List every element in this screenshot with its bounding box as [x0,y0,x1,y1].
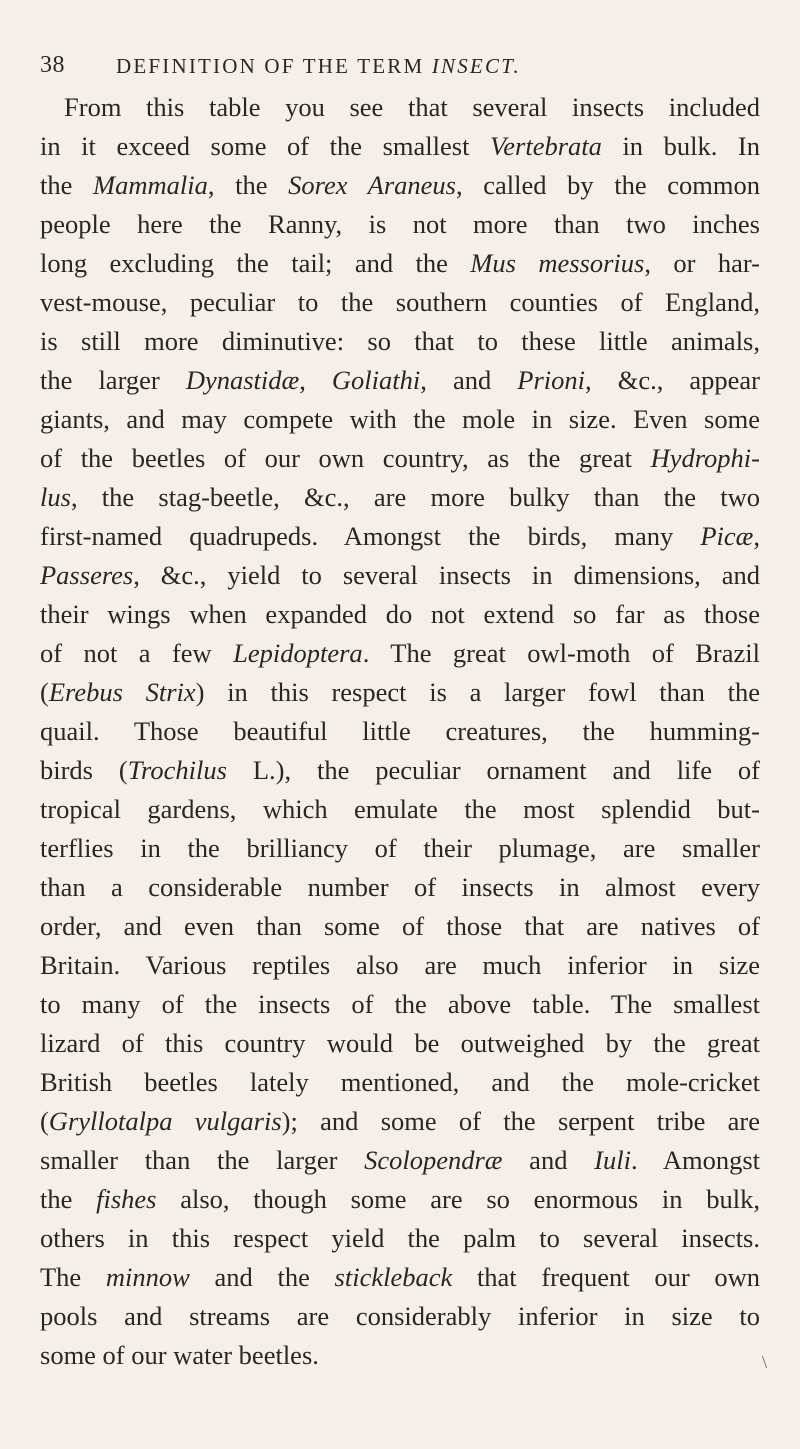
text-run: , the [207,170,289,200]
italic-term: lus [40,482,71,512]
text-line [40,400,760,439]
text-line [40,751,760,790]
text-run: the [40,1184,97,1214]
text-run: tropical gardens, which emulate the most splendid but- [40,794,760,824]
running-head [116,54,521,79]
text-run: ( [40,677,49,707]
text-run: ); and some of the serpent tribe are [281,1106,760,1136]
text-line [40,127,760,166]
text-run: people here the Ranny, is not more than two inches [40,209,760,239]
text-run: ) in this respect is a larger fowl than the [195,677,760,707]
text-run: , &c., appear [585,365,761,395]
running-head-italic: INSECT. [431,54,521,78]
text-run: the larger [40,365,186,395]
text-line [40,790,760,829]
text-run: , and [420,365,518,395]
text-run: Britain. Various reptiles also are much inferior in size [40,950,760,980]
text-line [40,88,760,127]
italic-term: Mus messorius [470,248,645,278]
text-run: in it exceed some of the smallest [40,131,491,161]
text-line [40,439,760,478]
italic-term: Passeres [40,560,134,590]
text-run: giants, and may compete with the mole in size. Even some [40,404,760,434]
italic-term: Erebus Strix [48,677,196,707]
text-line [40,283,760,322]
italic-term: stickleback [334,1262,453,1292]
text-run: , or har- [644,248,760,278]
text-run: is still more diminutive: so that to these little animals, [40,326,760,356]
text-run: the [40,170,94,200]
italic-term: Vertebrata [490,131,602,161]
text-line [40,712,760,751]
text-run: lizard of this country would be outweighed by the great [40,1028,760,1058]
text-line [40,829,760,868]
page-number: 38 [40,52,65,78]
text-run: L.), the peculiar ornament and life of [226,755,760,785]
text-line [40,1141,760,1180]
text-line [40,361,760,400]
text-line [40,478,760,517]
text-run: of not a few [40,638,234,668]
text-line [40,907,760,946]
text-line [40,1180,760,1219]
text-run: The [40,1262,106,1292]
italic-term: Iuli [594,1145,631,1175]
text-run: and the [189,1262,335,1292]
italic-term: Gryllotalpa vulgaris [48,1106,282,1136]
text-run: order, and even than some of those that are natives of [40,911,760,941]
text-run: vest-mouse, peculiar to the southern counties of England, [40,287,760,317]
text-run: also, though some are so enormous in bulk, [156,1184,760,1214]
text-line [40,985,760,1024]
italic-term: Goliathi [331,365,421,395]
italic-term: fishes [96,1184,157,1214]
text-line [40,166,760,205]
text-run: of the beetles of our own country, as the great [40,443,651,473]
text-line [40,1024,760,1063]
text-line [40,595,760,634]
text-line [40,1219,760,1258]
text-run: others in this respect yield the palm to several insects. [40,1223,760,1253]
text-run: , [299,365,332,395]
italic-term: Hydrophi- [650,443,760,473]
text-line [40,244,760,283]
text-run: . Amongst [630,1145,761,1175]
text-run: , called by the common [455,170,761,200]
running-head-text: DEFINITION OF THE TERM [116,54,432,78]
text-line [40,1063,760,1102]
text-run: . The great owl-moth of Brazil [362,638,760,668]
text-run: first-named quadrupeds. Amongst the birds, many [40,521,701,551]
italic-term: Lepidoptera [233,638,363,668]
page-header [40,52,770,82]
italic-term: Dynastidæ [185,365,300,395]
text-run: , the stag-beetle, &c., are more bulky than the two [70,482,760,512]
italic-term: Scolopendræ [364,1145,503,1175]
text-line [40,1297,760,1336]
text-run: From this table you see that several insects included [64,92,760,122]
text-line [40,946,760,985]
text-line [40,517,760,556]
italic-term: Mammalia [93,170,208,200]
italic-term: Sorex Araneus [288,170,456,200]
italic-term: Picæ [700,521,754,551]
text-run: birds ( [40,755,128,785]
text-run: quail. Those beautiful little creatures, the humming- [40,716,760,746]
text-line [40,634,760,673]
text-run: , [753,521,760,551]
italic-term: Prioni [517,365,586,395]
text-line [40,868,760,907]
text-run: ( [40,1106,49,1136]
italic-term: Trochilus [127,755,227,785]
text-run: terflies in the brilliancy of their plumage, are smaller [40,833,760,863]
text-run: pools and streams are considerably inferior in size to [40,1301,760,1331]
text-run: some of our water beetles. [40,1340,319,1370]
text-run: to many of the insects of the above table. The smallest [40,989,760,1019]
text-line [40,673,760,712]
text-run: that frequent our own [452,1262,760,1292]
text-run: long excluding the tail; and the [40,248,471,278]
text-run: and [502,1145,595,1175]
footer-mark: \ [762,1352,768,1372]
text-line [40,1258,760,1297]
text-line [40,322,760,361]
text-line [40,205,760,244]
text-line [40,1336,760,1375]
text-run: , &c., yield to several insects in dimensions, and [133,560,760,590]
text-run: their wings when expanded do not extend so far as those [40,599,760,629]
text-line [40,1102,760,1141]
italic-term: minnow [105,1262,190,1292]
text-run: smaller than the larger [40,1145,365,1175]
text-run: in bulk. In [601,131,760,161]
text-run: than a considerable number of insects in almost every [40,872,760,902]
text-line [40,556,760,595]
text-run: British beetles lately mentioned, and the mole-cricket [40,1067,760,1097]
body-paragraph [40,88,760,1375]
